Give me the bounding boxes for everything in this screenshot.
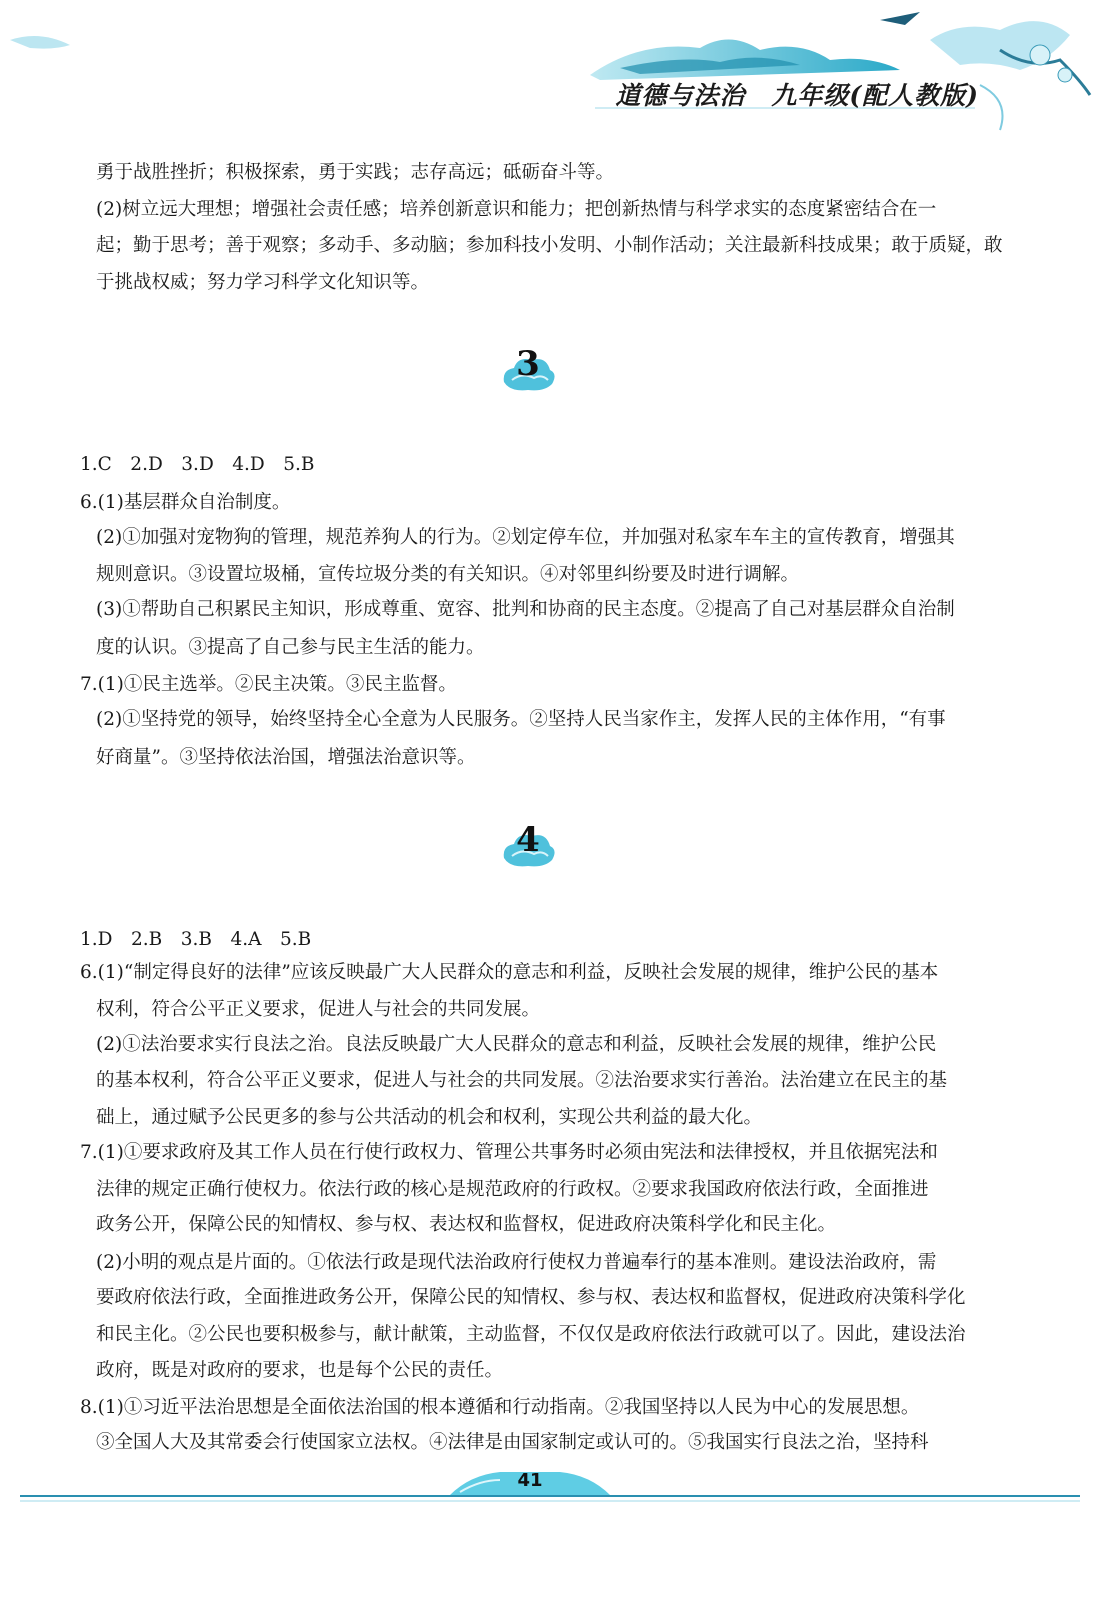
text-line: 度的认识。③提高了自己参与民主生活的能力。 xyxy=(96,637,485,658)
text-line: (2)①加强对宠物狗的管理，规范养狗人的行为。②划定停车位，并加强对私家车车主的宣传教育，增强其 xyxy=(96,527,955,548)
text-line: 和民主化。②公民也要积极参与，献计献策，主动监督，不仅仅是政府依法行政就可以了。因此，建设法治 xyxy=(96,1324,966,1345)
section-badge-4 xyxy=(498,818,558,874)
section-number: 3 xyxy=(516,344,540,384)
text-line: 权利，符合公平正义要求，促进人与社会的共同发展。 xyxy=(96,999,541,1020)
page-header xyxy=(0,0,1097,150)
text-line: (3)①帮助自己积累民主知识，形成尊重、宽容、批判和协商的民主态度。②提高了自己对基层群众自治制 xyxy=(96,599,955,620)
text-line: 规则意识。③设置垃圾桶，宣传垃圾分类的有关知识。④对邻里纠纷要及时进行调解。 xyxy=(96,564,800,585)
page-number: 41 xyxy=(517,1470,543,1491)
text-line: (2)①法治要求实行良法之治。良法反映最广大人民群众的意志和利益，反映社会发展的规律，维护公民 xyxy=(96,1034,937,1055)
section-badge-3 xyxy=(498,342,558,398)
text-line: 好商量”。③坚持依法治国，增强法治意识等。 xyxy=(96,747,476,768)
text-line: 7.(1)①民主选举。②民主决策。③民主监督。 xyxy=(80,674,457,695)
landscape-decoration-icon xyxy=(0,0,1097,150)
text-line: 的基本权利，符合公平正义要求，促进人与社会的共同发展。②法治要求实行善治。法治建立在民主的基 xyxy=(96,1070,948,1091)
text-line: 政务公开，保障公民的知情权、参与权、表达权和监督权，促进政府决策科学化和民主化。 xyxy=(96,1214,837,1235)
text-line: 7.(1)①要求政府及其工作人员在行使行政权力、管理公共事务时必须由宪法和法律授权，并且依据宪法和 xyxy=(80,1142,938,1163)
text-line: 要政府依法行政，全面推进政务公开，保障公民的知情权、参与权、表达权和监督权，促进政府决策科学化 xyxy=(96,1287,966,1308)
choice-answers: 1.C 2.D 3.D 4.D 5.B xyxy=(80,454,315,475)
text-line: 法律的规定正确行使权力。依法行政的核心是规范政府的行政权。②要求我国政府依法行政，全面推进 xyxy=(96,1179,929,1200)
text-line: 政府，既是对政府的要求，也是每个公民的责任。 xyxy=(96,1360,504,1381)
text-line: 于挑战权威；努力学习科学文化知识等。 xyxy=(96,272,430,293)
text-line: 起；勤于思考；善于观察；多动手、多动脑；参加科技小发明、小制作活动；关注最新科技成果；敢于质疑，敢 xyxy=(96,235,1003,256)
text-line: (2)①坚持党的领导，始终坚持全心全意为人民服务。②坚持人民当家作主，发挥人民的主体作用，“有事 xyxy=(96,709,946,730)
text-line: 6.(1)“制定得良好的法律”应该反映最广大人民群众的意志和利益，反映社会发展的规律，维护公民的基本 xyxy=(80,962,939,983)
text-line: 8.(1)①习近平法治思想是全面依法治国的根本遵循和行动指南。②我国坚持以人民为中心的发展思想。 xyxy=(80,1397,920,1418)
text-line: (2)树立远大理想；增强社会责任感；培养创新意识和能力；把创新热情与科学求实的态度紧密结合在一 xyxy=(96,199,937,220)
text-line: (2)小明的观点是片面的。①依法行政是现代法治政府行使权力普遍奉行的基本准则。建设法治政府，需 xyxy=(96,1252,937,1273)
text-line: 础上，通过赋予公民更多的参与公共活动的机会和权利，实现公共利益的最大化。 xyxy=(96,1107,763,1128)
text-line: ③全国人大及其常委会行使国家立法权。④法律是由国家制定或认可的。⑤我国实行良法之治，坚持科 xyxy=(96,1432,929,1453)
book-title: 道德与法治 九年级(配人教版) xyxy=(615,81,979,110)
text-line: 6.(1)基层群众自治制度。 xyxy=(80,492,291,513)
choice-answers: 1.D 2.B 3.B 4.A 5.B xyxy=(80,929,312,950)
text-line: 勇于战胜挫折；积极探索，勇于实践；志存高远；砥砺奋斗等。 xyxy=(96,162,615,183)
section-number: 4 xyxy=(516,820,540,860)
page-footer xyxy=(0,1450,1097,1600)
